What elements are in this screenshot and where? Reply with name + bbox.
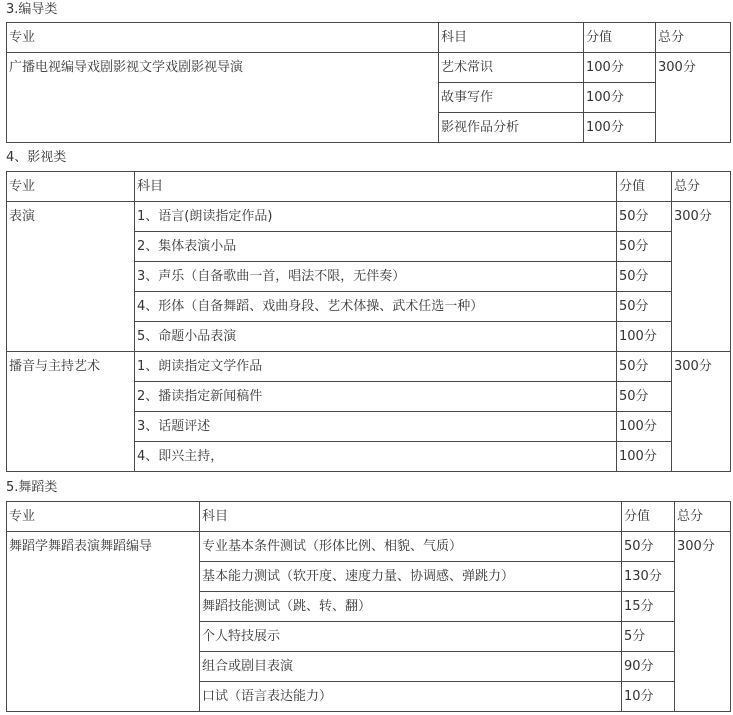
- total-cell: 300分: [672, 352, 731, 472]
- subject-cell: 2、集体表演小品: [135, 232, 617, 262]
- header-score: 分值: [617, 172, 672, 202]
- score-cell: 50分: [617, 232, 672, 262]
- table-row: [7, 352, 731, 382]
- subject-cell: 3、声乐（自备歌曲一首，唱法不限，无伴奏）: [135, 262, 617, 292]
- score-cell: 100分: [617, 322, 672, 352]
- total-cell: 300分: [656, 53, 731, 143]
- score-cell: 50分: [617, 292, 672, 322]
- subject-cell: 舞蹈技能测试（跳、转、翻）: [200, 592, 622, 622]
- score-cell: 90分: [622, 652, 675, 682]
- subject-cell: 故事写作: [439, 83, 584, 113]
- film-table: [6, 171, 731, 472]
- table-header-row: [7, 23, 731, 53]
- header-subject: 科目: [200, 502, 622, 532]
- header-score: 分值: [622, 502, 675, 532]
- header-subject: 科目: [135, 172, 617, 202]
- subject-cell: 4、即兴主持，: [135, 442, 617, 472]
- subject-cell: 专业基本条件测试（形体比例、相貌、气质）: [200, 532, 622, 562]
- score-cell: 100分: [617, 442, 672, 472]
- score-cell: 100分: [584, 53, 656, 83]
- score-cell: 50分: [617, 382, 672, 412]
- score-cell: 100分: [617, 412, 672, 442]
- table-row: [7, 202, 731, 232]
- score-cell: 50分: [617, 262, 672, 292]
- subject-cell: 3、话题评述: [135, 412, 617, 442]
- score-cell: 130分: [622, 562, 675, 592]
- section-heading-dance: 5.舞蹈类: [6, 480, 58, 495]
- section-heading-directing: 3.编导类: [6, 2, 58, 17]
- directing-table: [6, 22, 731, 143]
- header-total: 总分: [675, 502, 731, 532]
- subject-cell: 影视作品分析: [439, 113, 584, 143]
- header-major: 专业: [7, 23, 439, 53]
- header-total: 总分: [672, 172, 731, 202]
- subject-cell: 基本能力测试（软开度、速度力量、协调感、弹跳力）: [200, 562, 622, 592]
- major-cell: 舞蹈学舞蹈表演舞蹈编导: [7, 532, 200, 712]
- total-cell: 300分: [672, 202, 731, 352]
- score-cell: 50分: [617, 352, 672, 382]
- subject-cell: 个人特技展示: [200, 622, 622, 652]
- subject-cell: 1、朗读指定文学作品: [135, 352, 617, 382]
- subject-cell: 4、形体（自备舞蹈、戏曲身段、艺术体操、武术任选一种）: [135, 292, 617, 322]
- score-cell: 5分: [622, 622, 675, 652]
- score-cell: 100分: [584, 83, 656, 113]
- major-cell: 播音与主持艺术: [7, 352, 135, 472]
- score-cell: 100分: [584, 113, 656, 143]
- score-cell: 50分: [622, 532, 675, 562]
- score-cell: 10分: [622, 682, 675, 712]
- table-header-row: [7, 502, 731, 532]
- total-cell: 300分: [675, 532, 731, 712]
- subject-cell: 5、命题小品表演: [135, 322, 617, 352]
- major-cell: 广播电视编导戏剧影视文学戏剧影视导演: [7, 53, 439, 143]
- subject-cell: 组合或剧目表演: [200, 652, 622, 682]
- header-major: 专业: [7, 172, 135, 202]
- subject-cell: 口试（语言表达能力）: [200, 682, 622, 712]
- header-score: 分值: [584, 23, 656, 53]
- score-cell: 50分: [617, 202, 672, 232]
- score-cell: 15分: [622, 592, 675, 622]
- dance-table: [6, 501, 731, 712]
- major-cell: 表演: [7, 202, 135, 352]
- subject-cell: 艺术常识: [439, 53, 584, 83]
- table-row: [7, 53, 731, 83]
- header-subject: 科目: [439, 23, 584, 53]
- table-row: [7, 532, 731, 562]
- subject-cell: 2、播读指定新闻稿件: [135, 382, 617, 412]
- section-heading-film: 4、影视类: [6, 150, 67, 165]
- header-total: 总分: [656, 23, 731, 53]
- header-major: 专业: [7, 502, 200, 532]
- table-header-row: [7, 172, 731, 202]
- subject-cell: 1、语言(朗读指定作品): [135, 202, 617, 232]
